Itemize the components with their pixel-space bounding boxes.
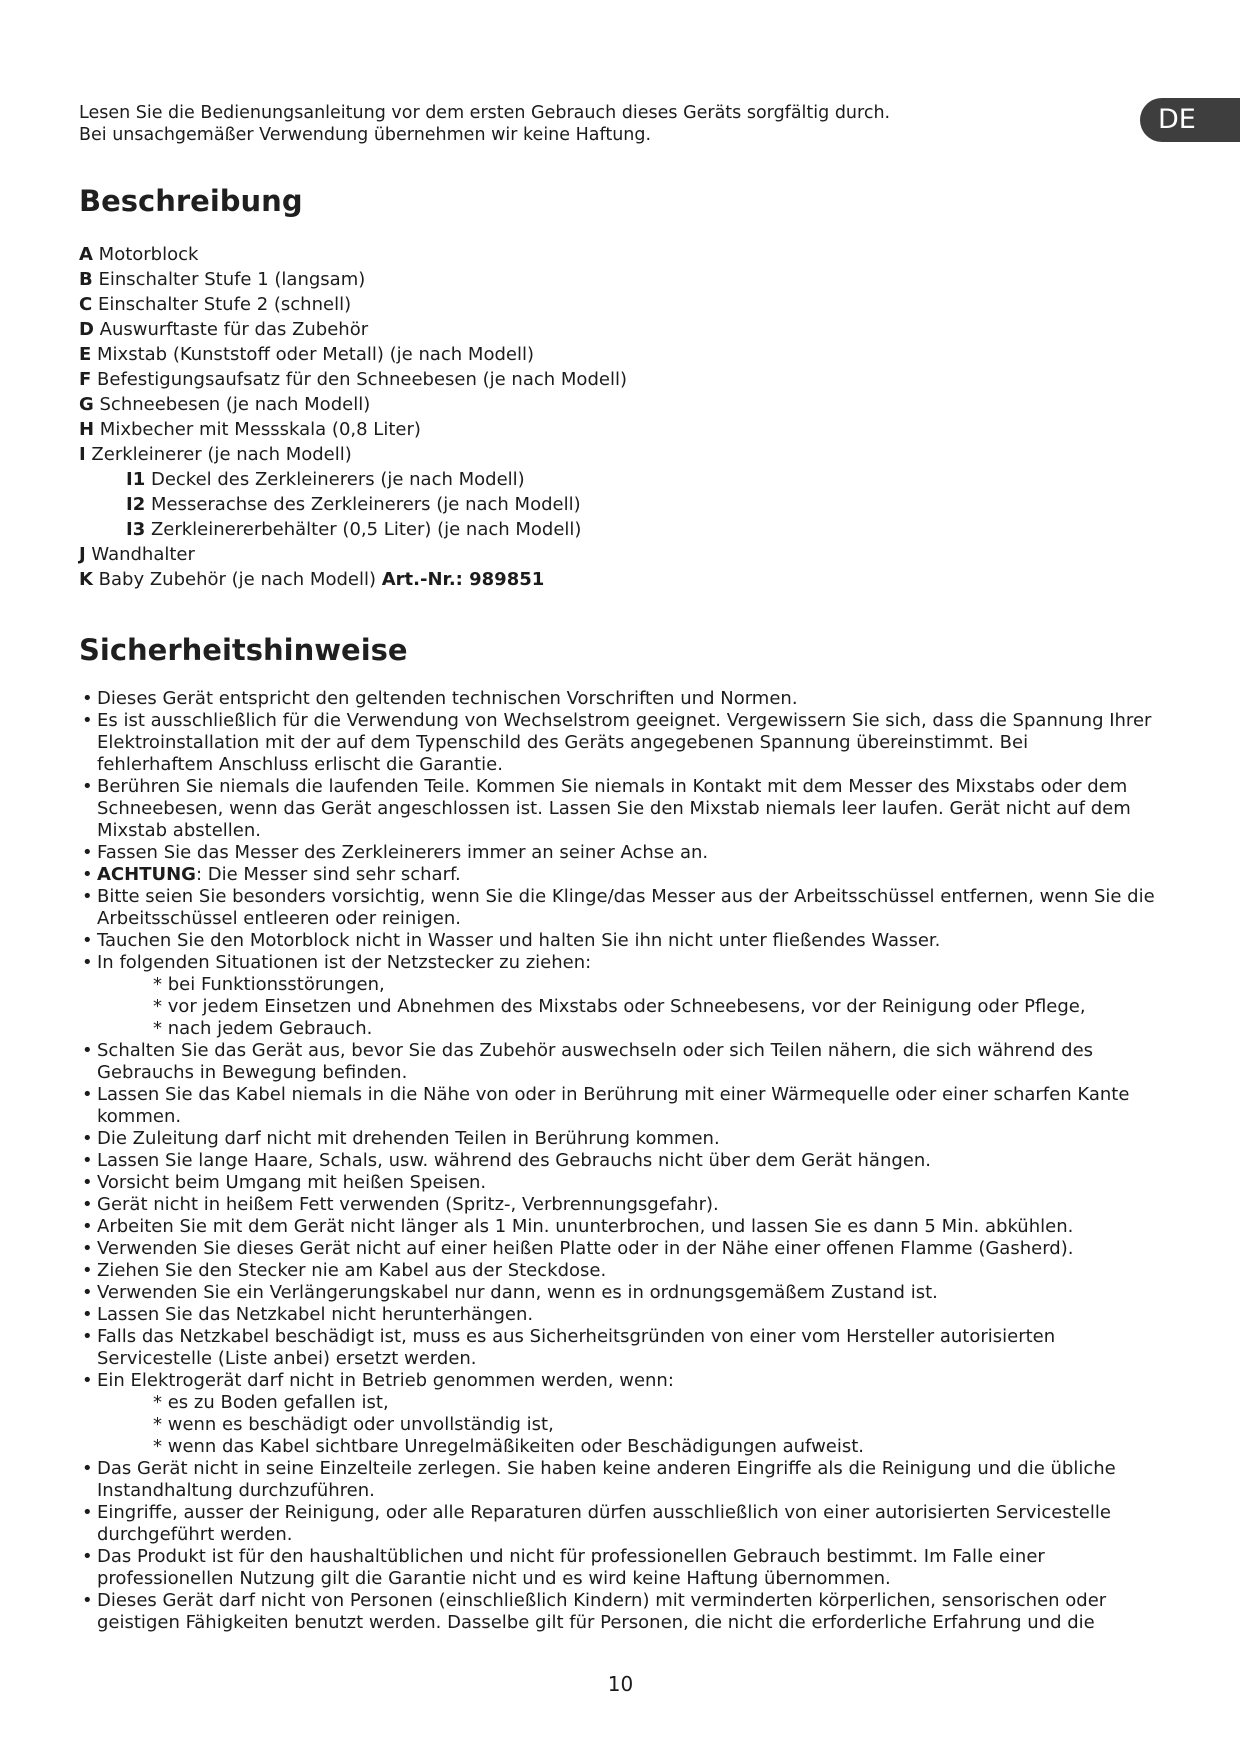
article-number: Art.-Nr.: 989851 bbox=[381, 569, 545, 590]
safety-item bbox=[82, 1282, 1192, 1304]
part-key: D bbox=[79, 319, 94, 340]
part-key: G bbox=[79, 394, 94, 415]
safety-heading: Sicherheitshinweise bbox=[79, 633, 408, 667]
safety-line: geistigen Fähigkeiten benutzt werden. Dasselbe gilt für Personen, die nicht die erforderliche Erfahrung und die bbox=[97, 1612, 1095, 1633]
part-key: A bbox=[79, 244, 93, 265]
bullet-icon: • bbox=[82, 1084, 93, 1105]
part-text: Wandhalter bbox=[85, 544, 195, 565]
part-key: B bbox=[79, 269, 93, 290]
description-heading: Beschreibung bbox=[79, 184, 303, 218]
safety-item bbox=[82, 1590, 1192, 1634]
safety-line: Mixstab abstellen. bbox=[97, 820, 261, 841]
safety-line: Lassen Sie das Netzkabel nicht herunterhängen. bbox=[97, 1304, 534, 1325]
safety-line: Arbeiten Sie mit dem Gerät nicht länger als 1 Min. ununterbrochen, und lassen Sie es dann 5 Min. abkühlen. bbox=[97, 1216, 1074, 1237]
safety-line: Das Produkt ist für den haushaltüblichen und nicht für professionellen Gebrauch bestimmt. Im Falle einer bbox=[97, 1546, 1045, 1567]
bullet-icon: • bbox=[82, 1128, 93, 1149]
language-badge: DE bbox=[1140, 98, 1240, 142]
part-item bbox=[79, 367, 627, 392]
safety-item bbox=[82, 1502, 1192, 1546]
part-item bbox=[79, 517, 627, 542]
safety-line: durchgeführt werden. bbox=[97, 1524, 293, 1545]
bullet-icon: • bbox=[82, 842, 93, 863]
part-key: I3 bbox=[126, 519, 146, 540]
intro-text bbox=[79, 102, 979, 146]
bullet-icon: • bbox=[82, 1502, 93, 1523]
safety-line: Die Zuleitung darf nicht mit drehenden Teilen in Berührung kommen. bbox=[97, 1128, 720, 1149]
part-key: I bbox=[79, 444, 86, 465]
bullet-icon: • bbox=[82, 1216, 93, 1237]
part-text: Zerkleinererbehälter (0,5 Liter) (je nach Modell) bbox=[145, 519, 582, 540]
part-key: J bbox=[79, 544, 86, 565]
part-text: Befestigungsaufsatz für den Schneebesen (je nach Modell) bbox=[91, 369, 627, 390]
safety-line: Gerät nicht in heißem Fett verwenden (Spritz-, Verbrennungsgefahr). bbox=[97, 1194, 719, 1215]
safety-line: Lassen Sie das Kabel niemals in die Nähe von oder in Berührung mit einer Wärmequelle oder einer scharfen Kante bbox=[97, 1084, 1130, 1105]
safety-item bbox=[82, 710, 1192, 776]
part-key: H bbox=[79, 419, 95, 440]
bullet-icon: • bbox=[82, 688, 93, 709]
safety-item bbox=[82, 886, 1192, 930]
safety-line: Es ist ausschließlich für die Verwendung von Wechselstrom geeignet. Vergewissern Sie sich, dass die Spannung Ihrer bbox=[97, 710, 1152, 731]
part-text: Baby Zubehör (je nach Modell) bbox=[92, 569, 382, 590]
part-text: Deckel des Zerkleinerers (je nach Modell) bbox=[145, 469, 525, 490]
page-number: 10 bbox=[607, 1672, 634, 1696]
bullet-icon: • bbox=[82, 1326, 93, 1347]
warning-label: ACHTUNG bbox=[97, 864, 196, 885]
safety-line: fehlerhaftem Anschluss erlischt die Garantie. bbox=[97, 754, 503, 775]
safety-list bbox=[82, 688, 1192, 1634]
part-text: Einschalter Stufe 1 (langsam) bbox=[92, 269, 366, 290]
safety-item bbox=[82, 1128, 1192, 1150]
safety-line: Ein Elektrogerät darf nicht in Betrieb genommen werden, wenn: bbox=[97, 1370, 674, 1391]
part-text: Mixbecher mit Messskala (0,8 Liter) bbox=[94, 419, 421, 440]
part-item bbox=[79, 467, 627, 492]
bullet-icon: • bbox=[82, 864, 93, 885]
bullet-icon: • bbox=[82, 1458, 93, 1479]
safety-item bbox=[82, 1304, 1192, 1326]
bullet-icon: • bbox=[82, 886, 93, 907]
safety-line: Bitte seien Sie besonders vorsichtig, wenn Sie die Klinge/das Messer aus der Arbeitsschüssel entfernen, wenn Sie die bbox=[97, 886, 1155, 907]
safety-line: Dieses Gerät entspricht den geltenden technischen Vorschriften und Normen. bbox=[97, 688, 798, 709]
safety-item bbox=[82, 1084, 1192, 1128]
safety-line: In folgenden Situationen ist der Netzstecker zu ziehen: bbox=[97, 952, 592, 973]
part-key: F bbox=[79, 369, 92, 390]
bullet-icon: • bbox=[82, 952, 93, 973]
bullet-icon: • bbox=[82, 1282, 93, 1303]
bullet-icon: • bbox=[82, 930, 93, 951]
safety-line: Elektroinstallation mit der auf dem Typenschild des Geräts angegebenen Spannung übereinstimmt. Bei bbox=[97, 732, 1029, 753]
safety-line: Vorsicht beim Umgang mit heißen Speisen. bbox=[97, 1172, 487, 1193]
bullet-icon: • bbox=[82, 776, 93, 797]
safety-line: Dieses Gerät darf nicht von Personen (einschließlich Kindern) mit verminderten körperlichen, sensorischen oder bbox=[97, 1590, 1107, 1611]
safety-item bbox=[82, 930, 1192, 952]
safety-line: Schalten Sie das Gerät aus, bevor Sie das Zubehör auswechseln oder sich Teilen nähern, die sich während des bbox=[97, 1040, 1094, 1061]
bullet-icon: • bbox=[82, 1238, 93, 1259]
safety-line: Fassen Sie das Messer des Zerkleinerers immer an seiner Achse an. bbox=[97, 842, 709, 863]
bullet-icon: • bbox=[82, 1546, 93, 1567]
part-text: Auswurftaste für das Zubehör bbox=[93, 319, 369, 340]
safety-line: Falls das Netzkabel beschädigt ist, muss es aus Sicherheitsgründen von einer vom Hersteller autorisierten bbox=[97, 1326, 1056, 1347]
safety-line: Lassen Sie lange Haare, Schals, usw. während des Gebrauchs nicht über dem Gerät hängen. bbox=[97, 1150, 931, 1171]
safety-item bbox=[82, 1546, 1192, 1590]
intro-line: Bei unsachgemäßer Verwendung übernehmen wir keine Haftung. bbox=[79, 125, 652, 145]
safety-item bbox=[82, 1458, 1192, 1502]
part-item bbox=[79, 342, 627, 367]
part-key: C bbox=[79, 294, 93, 315]
safety-subitem: * bei Funktionsstörungen, bbox=[153, 974, 385, 995]
bullet-icon: • bbox=[82, 710, 93, 731]
part-key: I2 bbox=[126, 494, 146, 515]
safety-item bbox=[82, 1370, 1192, 1458]
safety-item bbox=[82, 1216, 1192, 1238]
part-text: Schneebesen (je nach Modell) bbox=[93, 394, 371, 415]
intro-line: Lesen Sie die Bedienungsanleitung vor dem ersten Gebrauch dieses Geräts sorgfältig durch. bbox=[79, 103, 891, 123]
part-item bbox=[79, 267, 627, 292]
bullet-icon: • bbox=[82, 1040, 93, 1061]
safety-line: Arbeitsschüssel entleeren oder reinigen. bbox=[97, 908, 461, 929]
part-item bbox=[79, 567, 627, 592]
safety-line: Servicestelle (Liste anbei) ersetzt werden. bbox=[97, 1348, 477, 1369]
bullet-icon: • bbox=[82, 1260, 93, 1281]
part-item bbox=[79, 542, 627, 567]
safety-item bbox=[82, 952, 1192, 1040]
safety-item bbox=[82, 842, 1192, 864]
safety-item bbox=[82, 1040, 1192, 1084]
safety-subitem: * wenn es beschädigt oder unvollständig ist, bbox=[153, 1414, 554, 1435]
part-item bbox=[79, 417, 627, 442]
part-text: Messerachse des Zerkleinerers (je nach Modell) bbox=[145, 494, 581, 515]
safety-subitem: * vor jedem Einsetzen und Abnehmen des Mixstabs oder Schneebesens, vor der Reinigung oder Pflege, bbox=[153, 996, 1086, 1017]
safety-subitem: * nach jedem Gebrauch. bbox=[153, 1018, 373, 1039]
bullet-icon: • bbox=[82, 1150, 93, 1171]
part-item bbox=[79, 242, 627, 267]
safety-item bbox=[82, 1194, 1192, 1216]
bullet-icon: • bbox=[82, 1370, 93, 1391]
safety-subitem: * es zu Boden gefallen ist, bbox=[153, 1392, 389, 1413]
bullet-icon: • bbox=[82, 1194, 93, 1215]
safety-item bbox=[82, 1172, 1192, 1194]
safety-item bbox=[82, 688, 1192, 710]
safety-item bbox=[82, 1150, 1192, 1172]
bullet-icon: • bbox=[82, 1590, 93, 1611]
parts-list bbox=[79, 242, 627, 592]
safety-line: Verwenden Sie ein Verlängerungskabel nur dann, wenn es in ordnungsgemäßem Zustand ist. bbox=[97, 1282, 938, 1303]
part-item bbox=[79, 492, 627, 517]
safety-line: Ziehen Sie den Stecker nie am Kabel aus der Steckdose. bbox=[97, 1260, 607, 1281]
bullet-icon: • bbox=[82, 1172, 93, 1193]
part-item bbox=[79, 292, 627, 317]
part-key: E bbox=[79, 344, 92, 365]
part-text: Zerkleinerer (je nach Modell) bbox=[85, 444, 352, 465]
safety-item bbox=[82, 1326, 1192, 1370]
part-key: I1 bbox=[126, 469, 146, 490]
safety-line: Instandhaltung durchzuführen. bbox=[97, 1480, 375, 1501]
part-key: K bbox=[79, 569, 93, 590]
safety-line: : Die Messer sind sehr scharf. bbox=[195, 864, 461, 885]
part-text: Motorblock bbox=[92, 244, 199, 265]
part-text: Mixstab (Kunststoff oder Metall) (je nach Modell) bbox=[91, 344, 534, 365]
part-item bbox=[79, 392, 627, 417]
bullet-icon: • bbox=[82, 1304, 93, 1325]
safety-line: Verwenden Sie dieses Gerät nicht auf einer heißen Platte oder in der Nähe einer offenen Flamme (Gasherd). bbox=[97, 1238, 1074, 1259]
safety-line: Berühren Sie niemals die laufenden Teile. Kommen Sie niemals in Kontakt mit dem Messer des Mixstabs oder dem bbox=[97, 776, 1128, 797]
safety-item bbox=[82, 1238, 1192, 1260]
safety-line: Eingriffe, ausser der Reinigung, oder alle Reparaturen dürfen ausschließlich von einer autorisierten Servicestelle bbox=[97, 1502, 1111, 1523]
part-item bbox=[79, 317, 627, 342]
part-item bbox=[79, 442, 627, 467]
safety-line: Schneebesen, wenn das Gerät angeschlossen ist. Lassen Sie den Mixstab niemals leer laufen. Gerät nicht auf dem bbox=[97, 798, 1131, 819]
safety-item bbox=[82, 1260, 1192, 1282]
safety-line: Das Gerät nicht in seine Einzelteile zerlegen. Sie haben keine anderen Eingriffe als die Reinigung und die übliche bbox=[97, 1458, 1116, 1479]
safety-item bbox=[82, 864, 1192, 886]
safety-line: Tauchen Sie den Motorblock nicht in Wasser und halten Sie ihn nicht unter fließendes Wasser. bbox=[97, 930, 941, 951]
safety-line: professionellen Nutzung gilt die Garantie nicht und es wird keine Haftung übernommen. bbox=[97, 1568, 891, 1589]
safety-line: Gebrauchs in Bewegung befinden. bbox=[97, 1062, 408, 1083]
safety-subitem: * wenn das Kabel sichtbare Unregelmäßikeiten oder Beschädigungen aufweist. bbox=[153, 1436, 865, 1457]
safety-line: kommen. bbox=[97, 1106, 182, 1127]
part-text: Einschalter Stufe 2 (schnell) bbox=[92, 294, 352, 315]
safety-item bbox=[82, 776, 1192, 842]
